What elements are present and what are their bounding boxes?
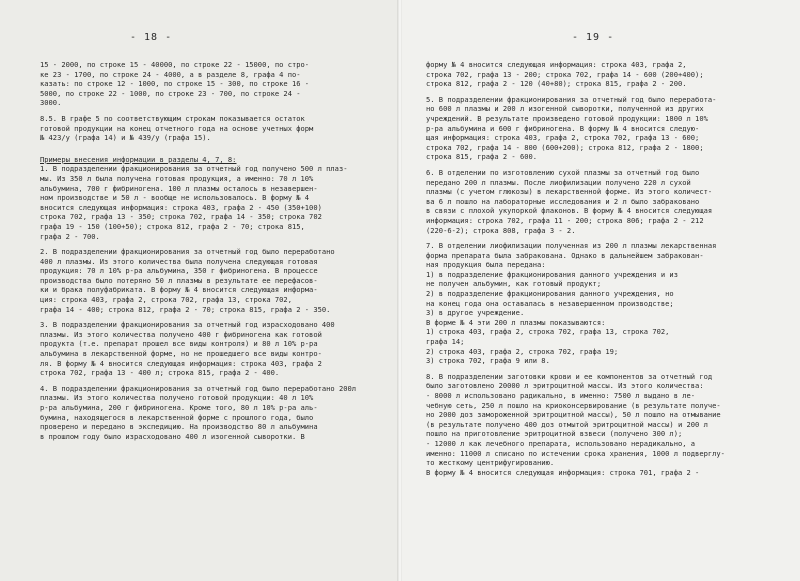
text-line: готовой продукции на конец отчетного года на основе учетных форм	[40, 123, 314, 133]
text-line: Примеры внесения информации в разделы 4, 7, 8:	[40, 154, 237, 164]
text-line: производства было потеряно 50 л плазмы в результате ее перефасов-	[40, 275, 318, 285]
text-line: 2) строка 403, графа 2, строка 702, графа 19;	[426, 346, 619, 356]
text-line: (в результате получено 400 доз отмытой эритроцитной массы) и 200 л	[426, 419, 708, 429]
page-number: - 18 -	[130, 32, 173, 43]
text-line: плазмы (с учетом глюкозы) в лекарственной форме. Из этого количест-	[426, 187, 713, 197]
text-line: 6. В отделении по изготовлению сухой плазмы за отчетный год было	[426, 167, 700, 177]
text-line: в связи с плохой укупоркой флаконов. В форму № 4 вносится следующая	[426, 206, 713, 216]
text-line: на конец года она оставалась в незавершенном производстве;	[426, 298, 674, 308]
text-line: то жесткому центрифугированию.	[426, 458, 555, 468]
text-line: строка 702, графа 14 - 800 (600+200); строка 812, графа 2 - 1800;	[426, 142, 704, 152]
text-line: 3) строка 702, графа 9 или 8.	[426, 356, 550, 366]
left-page	[0, 0, 398, 581]
text-line: № 423/у (графа 14) и № 439/у (графа 15).	[40, 133, 211, 143]
text-line: ция: строка 403, графа 2, строка 702, графа 13, строка 702,	[40, 295, 292, 305]
text-line: ном производстве и 50 л - вообще не использовалось. В форму № 4	[40, 193, 310, 203]
text-line: 3) в другое учреждение.	[426, 308, 525, 318]
text-line: 1) строка 403, графа 2, строка 702, графа 13, строка 702,	[426, 327, 670, 337]
right-page	[402, 0, 800, 581]
text-line: альбумина, 700 г фибриногена. 100 л плазмы осталось в незавершен-	[40, 183, 318, 193]
text-line: плазмы. Из этого количества получено 400 г фибриногена как готовой	[40, 329, 322, 339]
text-line: В форме № 4 эти 200 л плазмы показываются:	[426, 317, 606, 327]
text-line: строка 702, графа 13 - 350; строка 702, графа 14 - 350; строка 702	[40, 212, 322, 222]
text-line: р-ра альбумина, 200 г фибриногена. Кроме того, 80 л 10% р-ра аль-	[40, 403, 318, 412]
page-text	[426, 60, 782, 477]
page-text	[40, 60, 370, 441]
text-line: щая информация: строка 403, графа 2, строка 702, графа 13 - 600;	[426, 133, 700, 143]
text-line: чебную сеть, 250 л пошло на криоконсервирование (в результате получе-	[426, 400, 721, 410]
text-line: графа 2 - 700.	[40, 231, 100, 241]
text-line: графа 14 - 400; строка 812, графа 2 - 70; строка 815, графа 2 - 350.	[40, 304, 331, 314]
text-line: именно: 11000 л списано по истечении срока хранения, 1000 л подверглу-	[426, 448, 725, 458]
text-line: ля. В форму № 4 вносится следующая информация: строка 403, графа 2	[40, 358, 322, 368]
text-line: графа 19 - 150 (100+50); строка 812, графа 2 - 70; строка 815,	[40, 221, 305, 231]
text-line: мы. Из 350 л была получена готовая продукция, а именно: 70 л 10%	[40, 173, 314, 183]
text-line: форму № 4 вносится следующая информация: строка 403, графа 2,	[426, 60, 687, 69]
text-line: графа 14;	[426, 337, 465, 347]
text-line: 400 л плазмы. Из этого количества была получена следующая готовая	[40, 256, 318, 266]
text-line: передано 200 л плазмы. После лиофилизации получено 220 л сухой	[426, 177, 691, 187]
text-line: учреждений. В результате произведено готовой продукции: 1800 л 10%	[426, 113, 708, 123]
text-line: альбумина в лекарственной форме, но не прошедшего все виды контро-	[40, 349, 322, 359]
text-line: но 2000 доз замороженной эритроцитной массы), 50 л пошло на отмывание	[426, 410, 721, 420]
text-line: пошло на приготовление эритроцитной взвеси (получено 300 л);	[426, 429, 683, 439]
text-line: - 8000 л использовано радикально, в именно: 7500 л выдано в ле-	[426, 391, 696, 400]
text-line: 3000.	[40, 98, 62, 108]
text-line: 5. В подразделении фракционирования за отчетный год было переработа-	[426, 94, 717, 104]
text-line: проверено и передано в экспедицию. На производство 80 л альбумина	[40, 422, 318, 432]
text-line: 8.5. В графе 5 по соответствующим строкам показывается остаток	[40, 113, 305, 123]
text-line: В форму № 4 вносится следующая информация: строка 701, графа 2 -	[426, 467, 700, 477]
text-line: 3. В подразделении фракционирования за отчетный год израсходовано 400	[40, 320, 335, 330]
text-line: в прошлом году было израсходовано 400 л изогенной сыворотки. В	[40, 431, 305, 441]
text-line: продукция: 70 л 10% р-ра альбумина, 350 г фибриногена. В процессе	[40, 266, 318, 276]
text-line: информация: строка 702, графа 11 - 200; строка 806; графа 2 - 212	[426, 215, 704, 225]
text-line: (220-6-2); строка 808, графа 3 - 2.	[426, 225, 576, 235]
text-line: 7. В отделении лиофилизации полученная из 200 л плазмы лекарственная	[426, 241, 717, 251]
text-line: но 600 л плазмы и 200 л изогенной сыворотки, полученной из других	[426, 104, 704, 114]
text-line: 1. В подразделении фракционирования за отчетный год получено 500 л плаз-	[40, 164, 348, 174]
text-line: вносится следующая информация: строка 403, графа 2 - 450 (350+100)	[40, 202, 322, 212]
text-line: продукта (т.е. препарат прошел все виды контроля) и 80 л 10% р-ра	[40, 339, 318, 349]
text-line: 15 - 2000, по строке 15 - 40000, по строке 22 - 15000, по стро-	[40, 60, 310, 69]
text-line: ки и брака полуфабриката. В форму № 4 вносится следующая информа-	[40, 285, 318, 295]
text-line: форма препарата была забракована. Однако в дальнейшем забракован-	[426, 250, 704, 260]
text-line: - 12000 л как лечебного препарата, использовано нерадикально, а	[426, 438, 696, 448]
text-line: р-ра альбумина и 600 г фибриногена. В форму № 4 вносится следую-	[426, 123, 700, 133]
text-line: казать: по строке 12 - 1000, по строке 15 - 300, по строке 16 -	[40, 79, 310, 89]
text-line: 2) в подразделение фракционирования данного учреждения, но	[426, 289, 674, 299]
text-line: 5000, по строке 22 - 1000, по строке 23 - 700, по строке 24 -	[40, 88, 301, 98]
text-line: ва 6 л пошло на лабораторные исследования и 2 л было забраковано	[426, 196, 700, 206]
text-line: плазмы. Из этого количества получено готовой продукции: 40 л 10%	[40, 393, 314, 403]
text-line: строка 812, графа 2 - 120 (40+80); строка 815, графа 2 - 200.	[426, 79, 687, 89]
page-number: - 19 -	[572, 32, 615, 43]
text-line: было заготовлено 20000 л эритроцитной массы. Из этого количества:	[426, 381, 704, 391]
text-line: ная продукция была передана:	[426, 260, 546, 270]
text-line: строка 815, графа 2 - 600.	[426, 152, 538, 162]
text-line: не получен альбумин, как готовый продукт;	[426, 279, 602, 289]
text-line: 2. В подразделении фракционирования за отчетный год было переработано	[40, 247, 335, 257]
text-line: 8. В подразделении заготовки крови и ее компонентов за отчетный год	[426, 371, 713, 381]
text-line: ке 23 - 1700, по строке 24 - 4000, а в разделе 8, графа 4 по-	[40, 69, 301, 79]
text-line: бумина, находящегося в лекарственной форме с прошлого года, было	[40, 412, 314, 422]
text-line: 1) в подразделение фракционирования данного учреждения и из	[426, 269, 678, 279]
text-line: 4. В подразделении фракционирования за отчетный год было переработано 200л	[40, 383, 357, 393]
text-line: строка 702, графа 13 - 400 л; строка 815, графа 2 - 400.	[40, 368, 280, 378]
text-line: строка 702, графа 13 - 200; строка 702, графа 14 - 600 (200+400);	[426, 69, 704, 79]
